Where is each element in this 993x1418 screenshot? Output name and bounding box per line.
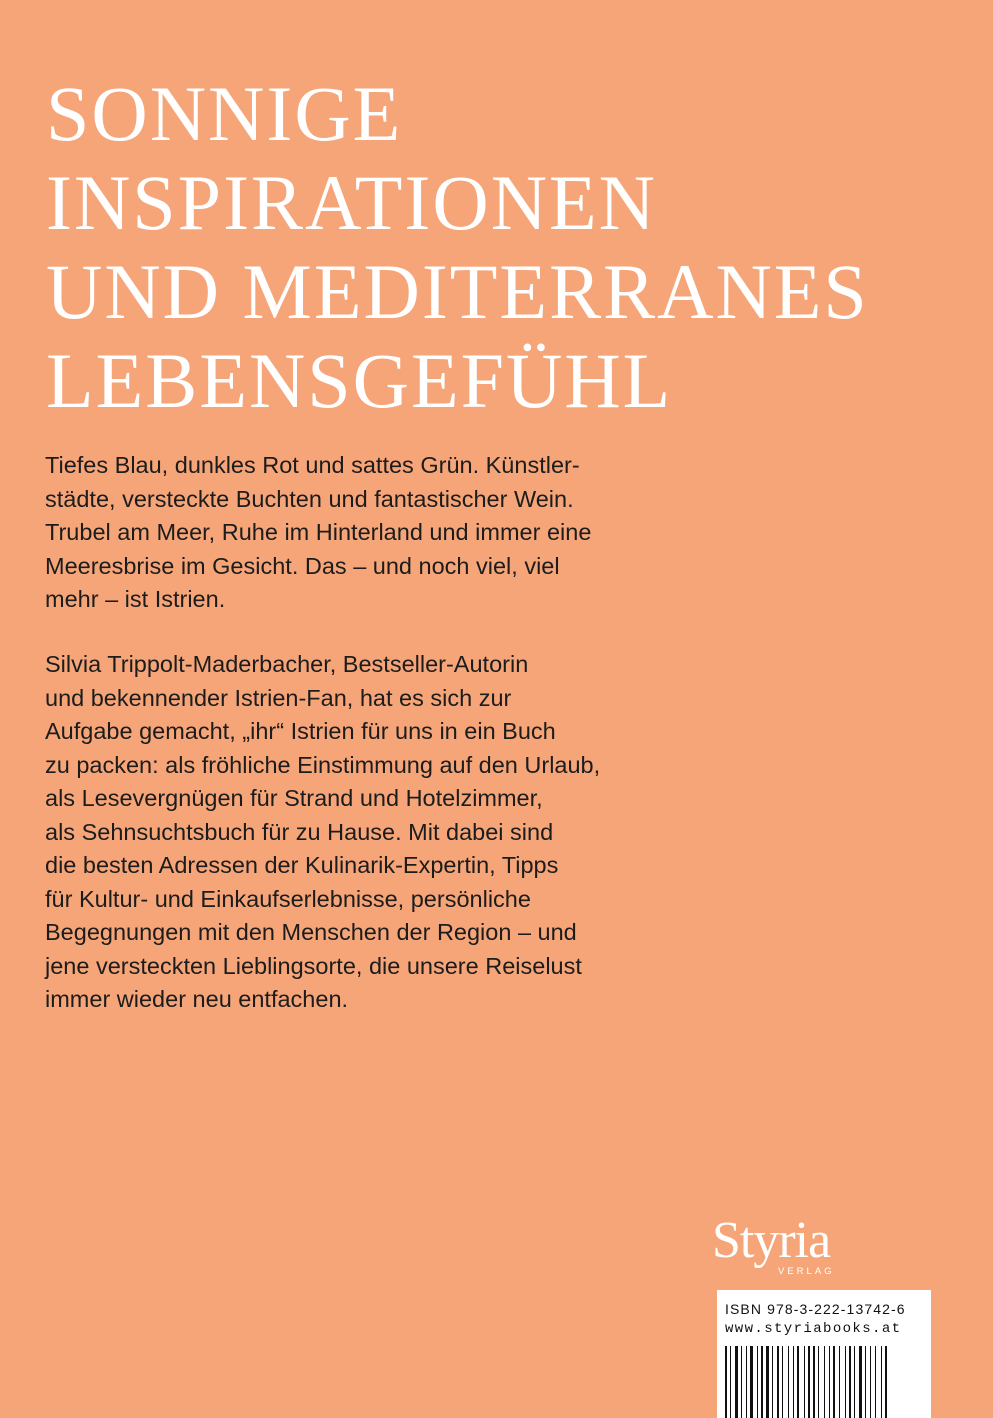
blurb-paragraph-intro bbox=[45, 449, 685, 617]
barcode-bar bbox=[777, 1346, 779, 1418]
barcode-bar bbox=[839, 1346, 840, 1418]
barcode-bar bbox=[833, 1346, 835, 1418]
text-line: als Sehnsuchtsbuch für zu Hause. Mit dabei sind bbox=[45, 818, 554, 845]
barcode-bar bbox=[859, 1346, 862, 1418]
barcode-bar bbox=[730, 1346, 731, 1418]
text-line: Trubel am Meer, Ruhe im Hinterland und immer eine bbox=[45, 519, 592, 545]
barcode-bar bbox=[845, 1346, 846, 1418]
headline bbox=[46, 69, 946, 425]
publisher-website: www.styriabooks.at bbox=[725, 1321, 902, 1337]
blurb-paragraph-author bbox=[45, 648, 685, 1017]
barcode-bar bbox=[750, 1346, 753, 1418]
barcode-bar bbox=[865, 1346, 866, 1418]
publisher-logo bbox=[712, 1212, 852, 1280]
barcode-bar bbox=[818, 1346, 819, 1418]
text-line: und bekennender Istrien-Fan, hat es sich zur bbox=[45, 684, 512, 711]
text-line: immer wieder neu entfachen. bbox=[45, 986, 349, 1012]
barcode-bar bbox=[788, 1346, 789, 1418]
publisher-name: Styria bbox=[712, 1212, 831, 1269]
barcode-icon bbox=[725, 1346, 923, 1418]
barcode-bar bbox=[757, 1346, 758, 1418]
publisher-subtitle: VERLAG bbox=[778, 1266, 835, 1277]
text-line: zu packen: als fröhliche Einstimmung auf den Urlaub, bbox=[45, 751, 601, 778]
barcode-bar bbox=[824, 1346, 825, 1418]
barcode-bar bbox=[870, 1346, 871, 1418]
text-line: Meeresbrise im Gesicht. Das – und noch viel, viel bbox=[45, 552, 560, 579]
barcode-bar bbox=[854, 1346, 855, 1418]
barcode-bar bbox=[813, 1346, 815, 1418]
text-line: als Lesevergnügen für Strand und Hotelzimmer, bbox=[45, 785, 543, 811]
barcode-bar bbox=[797, 1346, 799, 1418]
text-line: für Kultur- und Einkaufserlebnisse, persönliche bbox=[45, 885, 531, 912]
text-line: die besten Adressen der Kulinarik-Expertin, Tipps bbox=[45, 852, 559, 878]
barcode-bar bbox=[766, 1346, 769, 1418]
text-line: jene versteckten Lieblingsorte, die unsere Reiselust bbox=[45, 952, 582, 979]
barcode-bar bbox=[746, 1346, 747, 1418]
barcode-bar bbox=[772, 1346, 773, 1418]
text-line: Silvia Trippolt-Maderbacher, Bestseller-Autorin bbox=[45, 651, 529, 677]
text-line: Begegnungen mit den Menschen der Region – und bbox=[45, 919, 577, 945]
barcode-bar bbox=[735, 1346, 738, 1418]
barcode-bar bbox=[829, 1346, 830, 1418]
headline-line: SONNIGE bbox=[46, 70, 403, 158]
barcode-bar bbox=[782, 1346, 783, 1418]
barcode-bar bbox=[808, 1346, 810, 1418]
barcode-bar bbox=[885, 1346, 887, 1418]
text-line: mehr – ist Istrien. bbox=[45, 586, 226, 612]
headline-line: UND MEDITERRANES bbox=[46, 248, 869, 336]
barcode-bar bbox=[875, 1346, 876, 1418]
text-line: städte, versteckte Buchten und fantastischer Wein. bbox=[45, 485, 574, 512]
isbn-number: ISBN 978-3-222-13742-6 bbox=[725, 1301, 906, 1317]
isbn-barcode-label bbox=[717, 1290, 931, 1418]
barcode-bar bbox=[761, 1346, 763, 1418]
barcode-bar bbox=[804, 1346, 805, 1418]
barcode-bar bbox=[793, 1346, 794, 1418]
barcode-bar bbox=[725, 1346, 727, 1418]
text-line: Aufgabe gemacht, „ihr“ Istrien für uns in ein Buch bbox=[45, 718, 556, 744]
barcode-bar bbox=[741, 1346, 742, 1418]
headline-line: LEBENSGEFÜHL bbox=[46, 337, 673, 425]
text-line: Tiefes Blau, dunkles Rot und sattes Grün. Künstler- bbox=[45, 452, 580, 478]
headline-line: INSPIRATIONEN bbox=[46, 159, 657, 247]
barcode-bar bbox=[881, 1346, 882, 1418]
barcode-bar bbox=[849, 1346, 851, 1418]
